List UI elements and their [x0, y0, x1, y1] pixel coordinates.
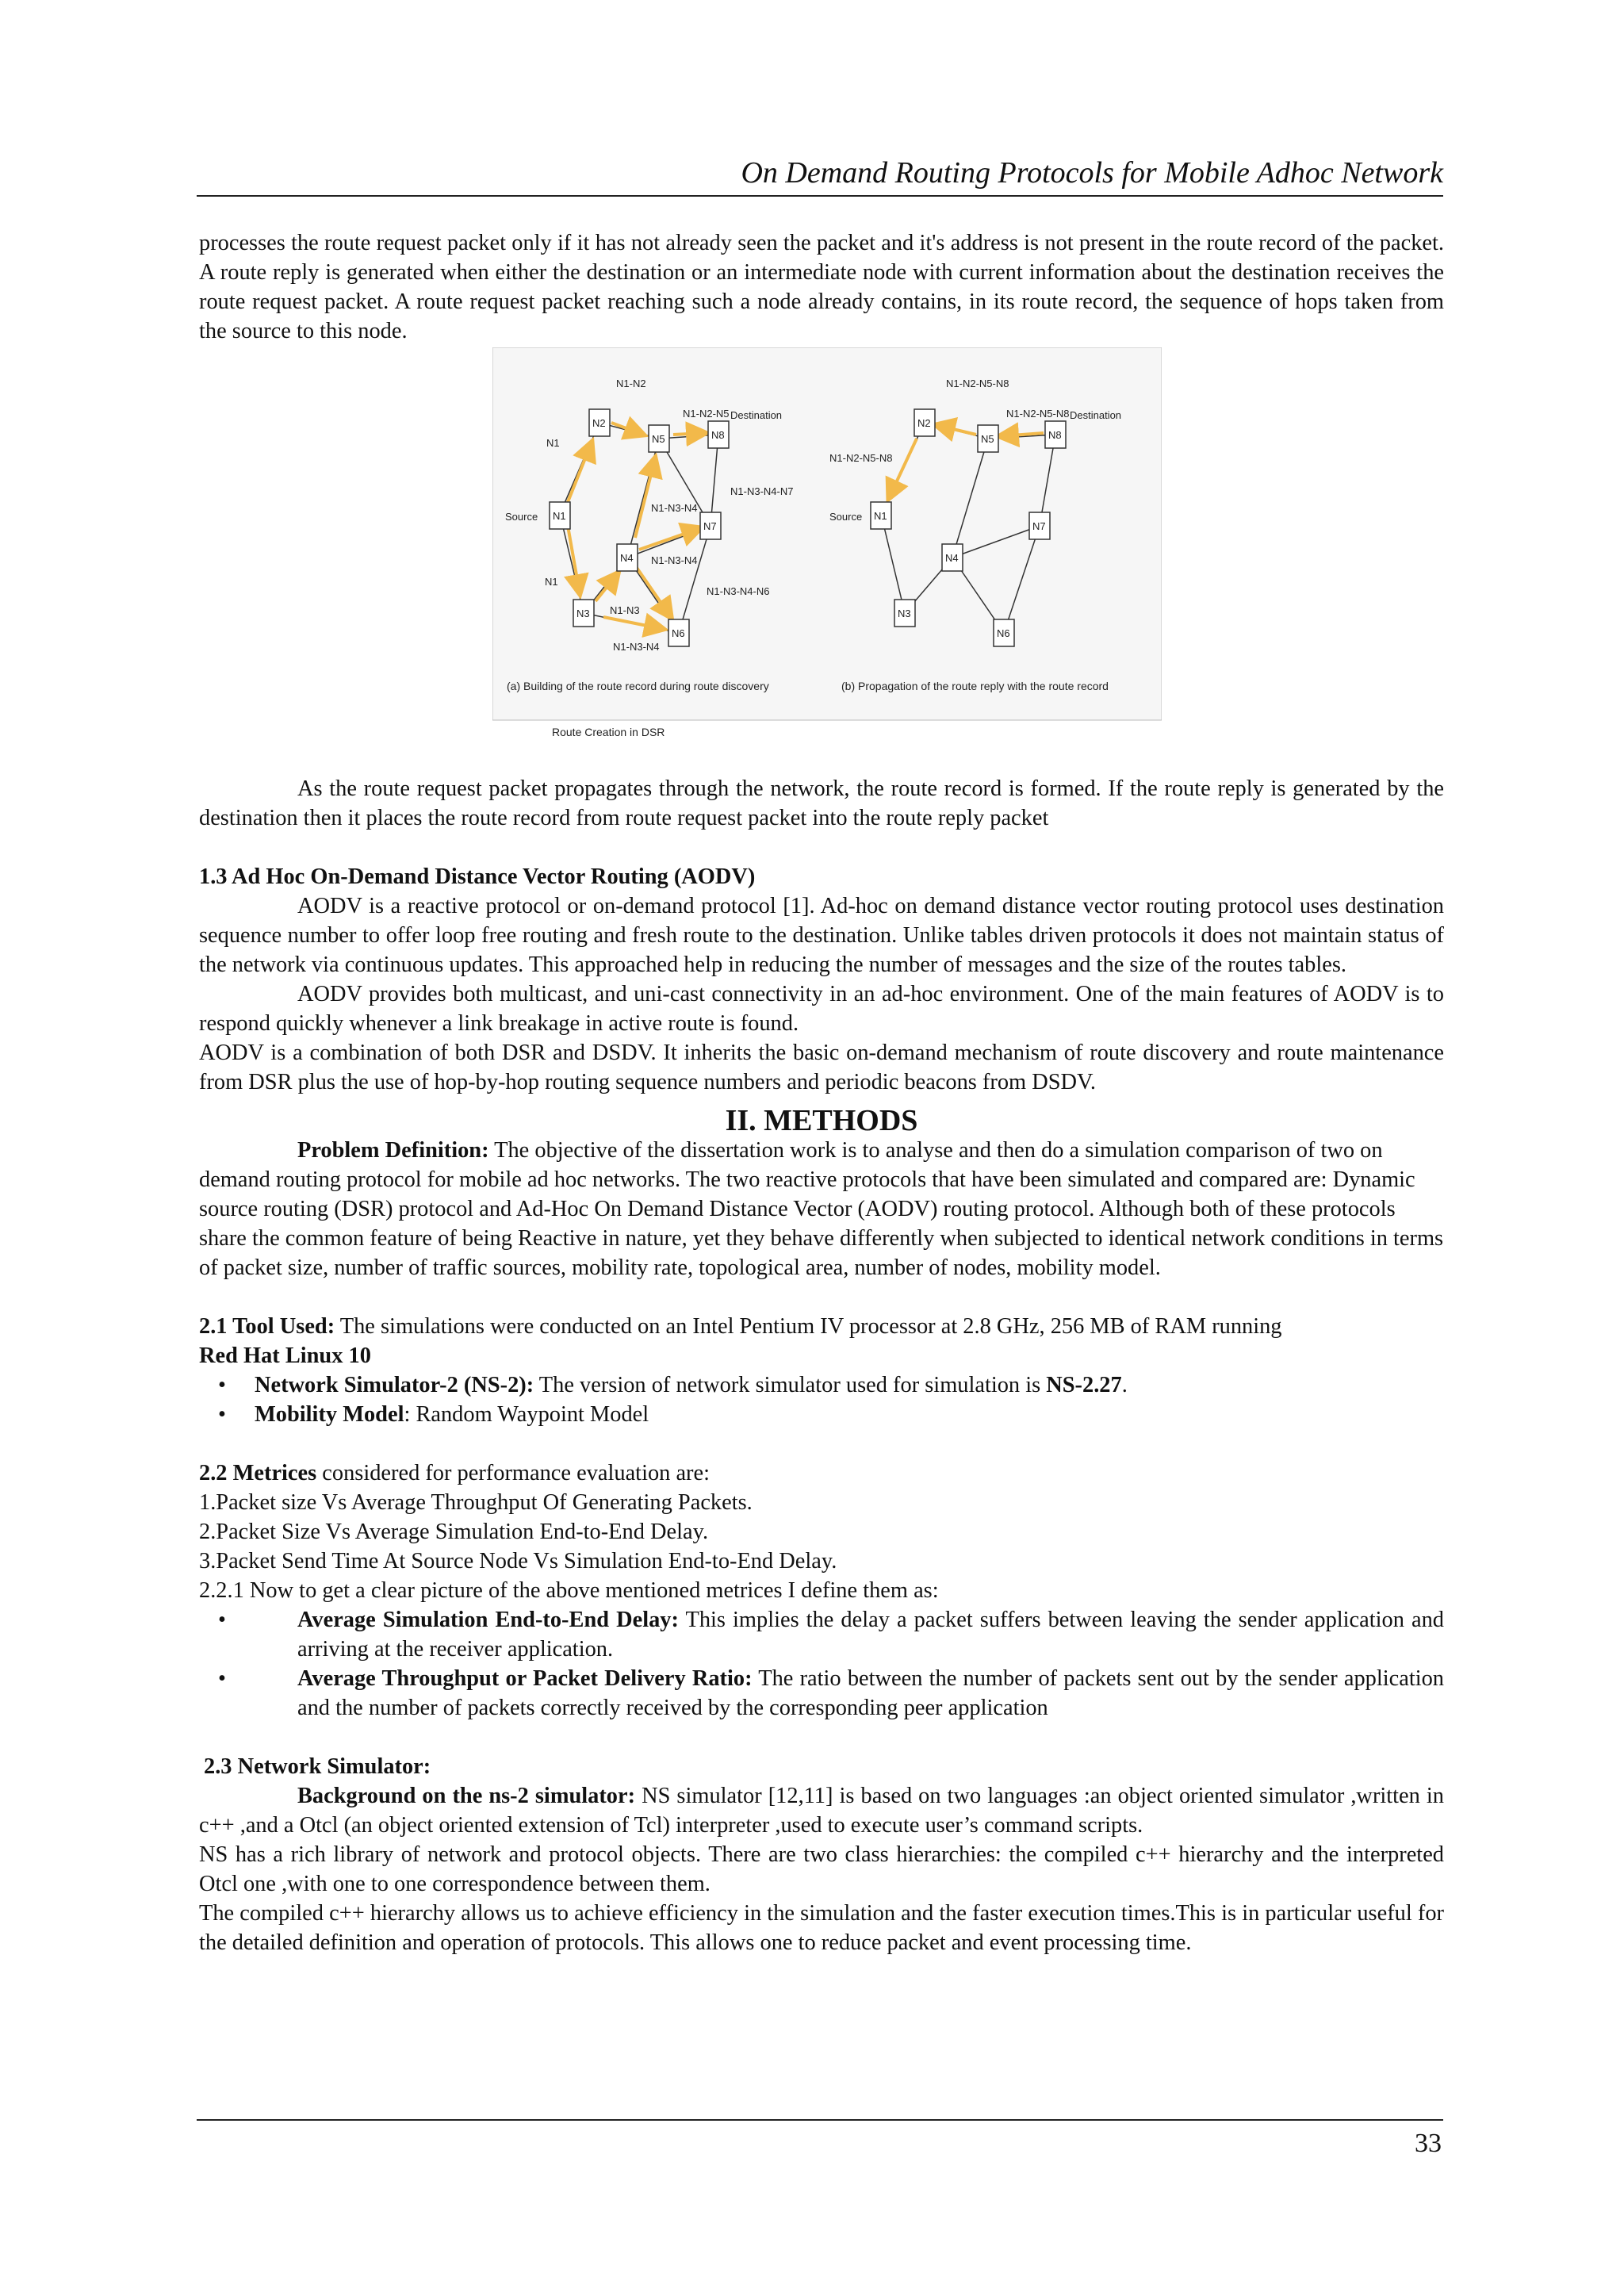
aodv-paragraph-3: AODV is a combination of both DSR and DSDV. It inherits the basic on-demand mechanism of route discovery and route maintenance from DSR plus the use of hop-by-hop routing sequence numbers and periodic beacons from DSDV.: [199, 1041, 1444, 1094]
problem-definition-label: Problem Definition:: [297, 1138, 489, 1163]
node-n1-label: N1: [553, 510, 566, 522]
node-n2-label: N2: [917, 417, 931, 429]
ns-background-label: Background on the ns-2 simulator:: [297, 1784, 636, 1808]
header-rule: [197, 195, 1443, 197]
tool-list: [199, 1370, 1444, 1429]
intro-paragraph: processes the route request packet only if it has not already seen the packet and it's address is not present in the route record of the packet. A route reply is generated when either the destination or an intermediate node with current information about the destination receives the route request packet. A route request packet reaching such a node already contains, in its route record, the sequence of hops taken from the source to this node.: [199, 231, 1444, 343]
ns-version: NS-2.27: [1046, 1373, 1122, 1397]
node-n1-label: N1: [874, 510, 887, 522]
route-label: N1-N3-N4: [613, 641, 660, 653]
definition-text: This implies the delay a packet suffers between leaving the sender application and arriving at the receiver application.: [297, 1608, 1444, 1662]
definition-label: Average Throughput or Packet Delivery Ratio:: [297, 1666, 753, 1691]
problem-definition-paragraph: [199, 1136, 1444, 1282]
figure-caption-a: (a) Building of the route record during route discovery: [507, 680, 769, 692]
footer-rule: [197, 2119, 1443, 2121]
metrices-paragraph: [199, 1458, 1444, 1488]
node-n7-label: N7: [1032, 520, 1046, 532]
route-label: N1-N3-N4-N6: [707, 585, 770, 597]
list-item: [199, 1605, 1444, 1664]
definition-label: Average Simulation End-to-End Delay:: [297, 1608, 679, 1632]
ns-background-paragraph: [199, 1781, 1444, 1840]
methods-title: II. METHODS: [725, 1104, 918, 1137]
route-label: N1: [545, 576, 558, 588]
route-label: N1-N2-N5-N8: [946, 378, 1009, 389]
figure-caption-b: (b) Propagation of the route reply with the route record: [841, 680, 1109, 692]
figure-title: Route Creation in DSR: [552, 726, 665, 738]
tool-text: The simulations were conducted on an Intel Pentium IV processor at 2.8 GHz, 256 MB of RAM running: [335, 1314, 1282, 1339]
node-n7-label: N7: [703, 520, 717, 532]
node-n4-label: N4: [620, 552, 634, 564]
metric-item: 3.Packet Send Time At Source Node Vs Simulation End-to-End Delay.: [199, 1549, 837, 1573]
node-n3-label: N3: [898, 608, 911, 619]
problem-definition-text: The objective of the dissertation work is to analyse and then do a simulation comparison of two on demand routing protocol for mobile ad hoc networks. The two reactive protocols that have been simulated and compared are: Dynamic source routing (DSR) protocol and Ad-Hoc On Demand Distance Vector (AODV) routing protocol. Although both of these protocols share the common feature of being Reactive in nature, yet they behave differently when subjected to identical network conditions in terms of packet size, number of traffic sources, mobility rate, topological area, number of nodes, mobility model.: [199, 1138, 1444, 1280]
running-header: On Demand Routing Protocols for Mobile Adhoc Network: [741, 156, 1443, 190]
node-n6-label: N6: [672, 627, 685, 639]
node-n3-label: N3: [576, 608, 590, 619]
aodv-heading: 1.3 Ad Hoc On-Demand Distance Vector Routing (AODV): [199, 864, 756, 889]
route-record-paragraph: As the route request packet propagates through the network, the route record is formed. If the route reply is generated by the destination then it places the route record from route request packet into the route reply packet: [199, 776, 1444, 830]
list-item: [199, 1400, 1444, 1429]
destination-label: Destination: [1070, 409, 1122, 421]
tool-label: 2.1 Tool Used:: [199, 1314, 335, 1339]
metrices-text: considered for performance evaluation are:: [316, 1461, 710, 1485]
node-n6-label: N6: [997, 627, 1010, 639]
route-diagram: [492, 347, 1162, 747]
aodv-paragraph-1: AODV is a reactive protocol or on-demand protocol [1]. Ad-hoc on demand distance vector routing protocol uses destination sequence number to offer loop free routing and fresh route to the destination. Unlike tables driven protocols it does not maintain status of the network via continuous updates. This approached help in reducing the number of messages and the size of the routes tables.: [199, 894, 1444, 977]
list-item: [199, 1370, 1444, 1400]
metric-item: 2.Packet Size Vs Average Simulation End-to-End Delay.: [199, 1520, 709, 1544]
metric-item: 2.2.1 Now to get a clear picture of the above mentioned metrices I define them as:: [199, 1578, 939, 1603]
node-n5-label: N5: [652, 433, 665, 445]
intro-block: [199, 228, 1444, 346]
destination-label: Destination: [730, 409, 783, 421]
node-n4-label: N4: [945, 552, 959, 564]
ns-heading: 2.3 Network Simulator:: [204, 1754, 431, 1779]
metric-definitions: [199, 1605, 1444, 1723]
route-label: N1-N2-N5: [683, 408, 730, 420]
route-label: N1-N3-N4-N7: [730, 485, 794, 497]
definition-text: The ratio between the number of packets sent out by the sender application and the number of packets correctly received by the corresponding peer application: [297, 1666, 1444, 1720]
dsr-route-figure: [492, 347, 1162, 747]
bullet-label: Mobility Model: [255, 1402, 404, 1427]
route-label: N1-N2: [616, 378, 646, 389]
metrices-label: 2.2 Metrices: [199, 1461, 317, 1485]
ns-paragraph-2: NS has a rich library of network and protocol objects. There are two class hierarchies: the compiled c++ hierarchy and the interpreted Otcl one ,with one to one correspondence between them.: [199, 1842, 1444, 1896]
source-label: Source: [829, 511, 863, 523]
bullet-text: The version of network simulator used for simulation is: [534, 1373, 1047, 1397]
route-label: N1-N3: [610, 604, 640, 616]
body-text: [199, 774, 1444, 1957]
node-n8-label: N8: [711, 429, 725, 441]
metric-item: 1.Packet size Vs Average Throughput Of Generating Packets.: [199, 1490, 753, 1515]
source-label: Source: [505, 511, 538, 523]
bullet-text: .: [1121, 1373, 1128, 1397]
list-item: [199, 1664, 1444, 1723]
ns-background-text: NS simulator [12,11] is based on two languages :an object oriented simulator ,written in c++ ,and a Otcl (an object oriented extension of Tcl) interpreter ,used to execute user’s command scripts.: [199, 1784, 1444, 1838]
tool-os: Red Hat Linux 10: [199, 1343, 371, 1368]
route-label: N1-N3-N4: [651, 554, 698, 566]
route-label: N1-N2-N5-N8: [829, 452, 893, 464]
ns-paragraph-3: The compiled c++ hierarchy allows us to achieve efficiency in the simulation and the faster execution times.This is in particular useful for the detailed definition and operation of protocols. This allows one to reduce packet and event processing time.: [199, 1901, 1444, 1955]
bullet-label: Network Simulator-2 (NS-2):: [255, 1373, 534, 1397]
aodv-paragraph-2: AODV provides both multicast, and uni-cast connectivity in an ad-hoc environment. One of the main features of AODV is to respond quickly whenever a link breakage in active route is found.: [199, 982, 1444, 1036]
bullet-text: : Random Waypoint Model: [404, 1402, 649, 1427]
node-n8-label: N8: [1048, 429, 1062, 441]
tool-paragraph: [199, 1312, 1444, 1370]
route-label: N1: [546, 437, 560, 449]
route-label: N1-N2-N5-N8: [1006, 408, 1070, 420]
node-n5-label: N5: [981, 433, 994, 445]
route-label: N1-N3-N4: [651, 502, 698, 514]
page-number: 33: [1415, 2129, 1442, 2158]
node-n2-label: N2: [592, 417, 606, 429]
